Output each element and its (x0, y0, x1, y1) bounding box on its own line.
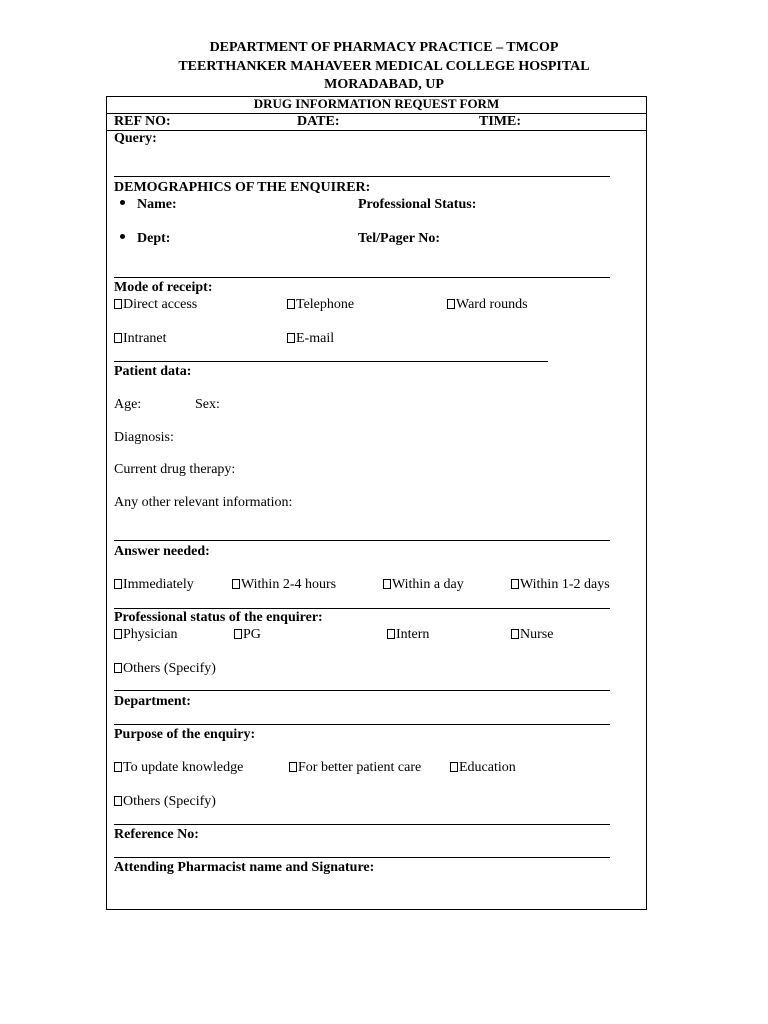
attending-pharmacist-label: Attending Pharmacist name and Signature: (114, 860, 375, 875)
patient-data-heading: Patient data: (114, 364, 192, 379)
age-label: Age: (114, 397, 142, 412)
pg-checkbox[interactable] (234, 627, 261, 643)
checkbox-icon (289, 762, 297, 772)
email-checkbox[interactable] (287, 331, 334, 347)
name-label: Name: (137, 197, 177, 212)
option-label: Telephone (296, 297, 355, 312)
update-knowledge-checkbox[interactable] (114, 760, 243, 776)
divider (114, 857, 610, 858)
immediately-checkbox[interactable] (114, 577, 194, 593)
query-line[interactable] (114, 176, 610, 177)
checkbox-icon (232, 579, 240, 589)
reference-no-label: Reference No: (114, 827, 199, 842)
option-label: Within 1-2 days (520, 577, 610, 592)
better-patient-care-checkbox[interactable] (289, 760, 421, 776)
tel-label: Tel/Pager No: (358, 231, 441, 246)
intern-checkbox[interactable] (387, 627, 429, 643)
checkbox-icon (114, 579, 122, 589)
dept-field[interactable] (120, 231, 170, 247)
checkbox-icon (387, 629, 395, 639)
option-label: For better patient care (298, 760, 422, 775)
ref-no-label: REF NO: (114, 114, 171, 129)
option-label: Others (Specify) (123, 661, 216, 676)
checkbox-icon (114, 299, 122, 309)
option-label: Physician (123, 627, 178, 642)
diagnosis-label: Diagnosis: (114, 430, 174, 445)
bullet-icon (120, 234, 125, 239)
checkbox-icon (511, 579, 519, 589)
divider (114, 540, 610, 541)
option-label: Immediately (123, 577, 194, 592)
checkbox-icon (383, 579, 391, 589)
query-label: Query: (114, 131, 157, 146)
telephone-checkbox[interactable] (287, 297, 354, 313)
checkbox-icon (511, 629, 519, 639)
department-label: Department: (114, 694, 191, 709)
divider (114, 608, 610, 609)
purpose-heading: Purpose of the enquiry: (114, 727, 256, 742)
divider (107, 130, 646, 131)
demographics-heading: DEMOGRAPHICS OF THE ENQUIRER: (114, 180, 371, 195)
header-hospital: TEERTHANKER MAHAVEER MEDICAL COLLEGE HOSPITAL (178, 59, 590, 74)
option-label: Within a day (392, 577, 464, 592)
option-label: PG (243, 627, 261, 642)
divider (114, 361, 548, 362)
within-1-2-days-checkbox[interactable] (511, 577, 610, 593)
checkbox-icon (114, 796, 122, 806)
option-label: Others (Specify) (123, 794, 216, 809)
checkbox-icon (447, 299, 455, 309)
time-label: TIME: (479, 114, 521, 129)
option-label: Education (459, 760, 516, 775)
purpose-others-checkbox[interactable] (114, 794, 216, 810)
checkbox-icon (114, 663, 122, 673)
mode-of-receipt-heading: Mode of receipt: (114, 280, 213, 295)
professional-status-heading: Professional status of the enquirer: (114, 610, 323, 625)
ward-rounds-checkbox[interactable] (447, 297, 528, 313)
option-label: Nurse (520, 627, 554, 642)
option-label: To update knowledge (123, 760, 244, 775)
option-label: Intranet (123, 331, 167, 346)
request-form (106, 96, 647, 910)
checkbox-icon (114, 333, 122, 343)
divider (114, 824, 610, 825)
education-checkbox[interactable] (450, 760, 516, 776)
sex-label: Sex: (195, 397, 220, 412)
checkbox-icon (450, 762, 458, 772)
header-department: DEPARTMENT OF PHARMACY PRACTICE – TMCOP (209, 40, 559, 55)
physician-checkbox[interactable] (114, 627, 177, 643)
divider (114, 277, 610, 278)
checkbox-icon (114, 629, 122, 639)
within-a-day-checkbox[interactable] (383, 577, 464, 593)
name-field[interactable] (120, 197, 177, 213)
option-label: Intern (396, 627, 430, 642)
option-label: Within 2-4 hours (241, 577, 337, 592)
answer-needed-heading: Answer needed: (114, 544, 210, 559)
professional-status-label: Professional Status: (358, 197, 477, 212)
intranet-checkbox[interactable] (114, 331, 167, 347)
current-drug-therapy-label: Current drug therapy: (114, 462, 236, 477)
option-label: Ward rounds (456, 297, 528, 312)
others-specify-checkbox[interactable] (114, 661, 216, 677)
option-label: E-mail (296, 331, 335, 346)
other-info-label: Any other relevant information: (114, 495, 293, 510)
option-label: Direct access (123, 297, 198, 312)
checkbox-icon (114, 762, 122, 772)
checkbox-icon (287, 299, 295, 309)
within-2-4-hours-checkbox[interactable] (232, 577, 336, 593)
divider (114, 724, 610, 725)
date-label: DATE: (297, 114, 340, 129)
dept-label: Dept: (137, 231, 171, 246)
divider (107, 113, 646, 114)
checkbox-icon (234, 629, 242, 639)
nurse-checkbox[interactable] (511, 627, 553, 643)
direct-access-checkbox[interactable] (114, 297, 197, 313)
divider (114, 690, 610, 691)
bullet-icon (120, 200, 125, 205)
header-location: MORADABAD, UP (324, 77, 444, 92)
form-title: DRUG INFORMATION REQUEST FORM (253, 96, 500, 111)
checkbox-icon (287, 333, 295, 343)
